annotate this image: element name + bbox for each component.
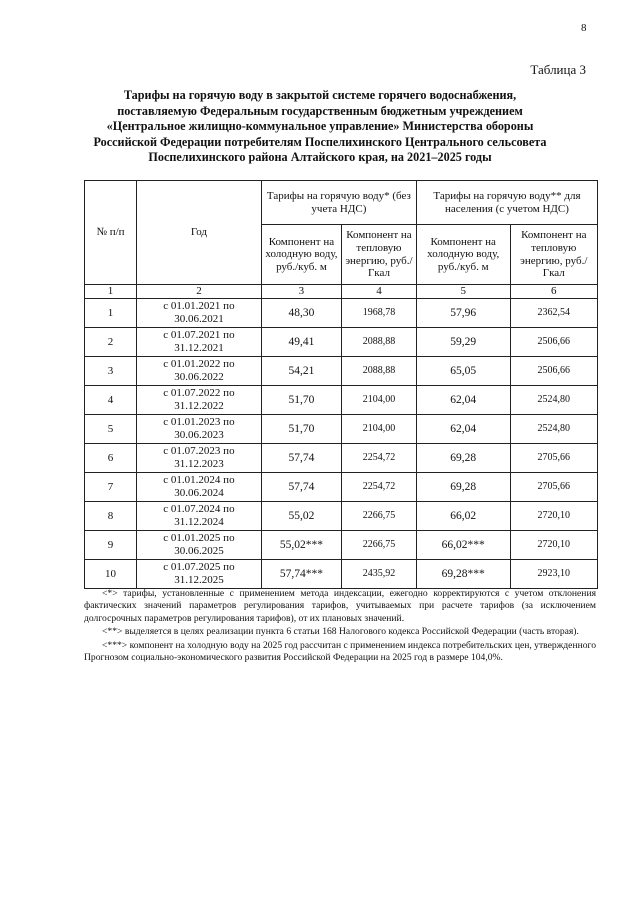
cold-water-vat-value: 69,28*** bbox=[416, 560, 510, 589]
header-group-population-with-vat: Тарифы на горячую воду** для населения (с учетом НДС) bbox=[416, 181, 597, 225]
cold-water-vat-value: 62,04 bbox=[416, 415, 510, 444]
heat-energy-vat-value: 2705,66 bbox=[510, 473, 597, 502]
cold-water-vat-value: 65,05 bbox=[416, 357, 510, 386]
table-row bbox=[85, 444, 598, 473]
table-row bbox=[85, 328, 598, 357]
period-cell: с 01.07.2025 по 31.12.2025 bbox=[137, 560, 262, 589]
cold-water-value: 51,70 bbox=[261, 415, 341, 444]
table-row bbox=[85, 473, 598, 502]
heat-energy-vat-value: 2524,80 bbox=[510, 386, 597, 415]
heat-energy-value: 2435,92 bbox=[341, 560, 416, 589]
table-row bbox=[85, 502, 598, 531]
table-row bbox=[85, 415, 598, 444]
period-cell: с 01.07.2023 по 31.12.2023 bbox=[137, 444, 262, 473]
column-number: 5 bbox=[416, 285, 510, 299]
header-num: № п/п bbox=[85, 181, 137, 285]
column-number: 4 bbox=[341, 285, 416, 299]
header-cold-water-component: Компонент на холодную воду, руб./куб. м bbox=[261, 225, 341, 285]
title-line: Тарифы на горячую воду в закрытой системе горячего водоснабжения, bbox=[123, 88, 517, 102]
cold-water-value: 49,41 bbox=[261, 328, 341, 357]
heat-energy-value: 2254,72 bbox=[341, 444, 416, 473]
heat-energy-value: 1968,78 bbox=[341, 299, 416, 328]
heat-energy-vat-value: 2506,66 bbox=[510, 357, 597, 386]
document-title bbox=[78, 88, 562, 166]
period-cell: с 01.07.2021 по 31.12.2021 bbox=[137, 328, 262, 357]
title-line: Поспелихинского района Алтайского края, на 2021–2025 годы bbox=[148, 150, 492, 165]
heat-energy-vat-value: 2362,54 bbox=[510, 299, 597, 328]
table-row bbox=[85, 386, 598, 415]
cold-water-vat-value: 66,02 bbox=[416, 502, 510, 531]
column-number: 3 bbox=[261, 285, 341, 299]
table-body bbox=[85, 299, 598, 589]
heat-energy-vat-value: 2923,10 bbox=[510, 560, 597, 589]
heat-energy-vat-value: 2524,80 bbox=[510, 415, 597, 444]
title-line: поставляемую Федеральным государственным бюджетным учреждением bbox=[117, 103, 523, 118]
heat-energy-vat-value: 2720,10 bbox=[510, 502, 597, 531]
header-group-without-vat: Тарифы на горячую воду* (без учета НДС) bbox=[261, 181, 416, 225]
title-line: Российской Федерации потребителям Поспелихинского Центрального сельсовета bbox=[93, 134, 547, 149]
cold-water-value: 57,74*** bbox=[261, 560, 341, 589]
heat-energy-value: 2088,88 bbox=[341, 357, 416, 386]
table-row bbox=[85, 299, 598, 328]
cold-water-vat-value: 69,28 bbox=[416, 473, 510, 502]
row-number: 3 bbox=[85, 357, 137, 386]
page-number: 8 bbox=[581, 22, 587, 34]
table-row bbox=[85, 560, 598, 589]
table-label: Таблица 3 bbox=[530, 62, 586, 77]
column-number: 6 bbox=[510, 285, 597, 299]
row-number: 6 bbox=[85, 444, 137, 473]
header-cold-water-component-vat: Компонент на холодную воду, руб./куб. м bbox=[416, 225, 510, 285]
period-cell: с 01.07.2024 по 31.12.2024 bbox=[137, 502, 262, 531]
heat-energy-value: 2266,75 bbox=[341, 502, 416, 531]
header-heat-energy-component: Компонент на тепловую энергию, руб./Гкал bbox=[341, 225, 416, 285]
heat-energy-vat-value: 2720,10 bbox=[510, 531, 597, 560]
period-cell: с 01.01.2022 по 30.06.2022 bbox=[137, 357, 262, 386]
table-row bbox=[85, 357, 598, 386]
period-cell: с 01.01.2024 по 30.06.2024 bbox=[137, 473, 262, 502]
heat-energy-value: 2104,00 bbox=[341, 386, 416, 415]
heat-energy-value: 2266,75 bbox=[341, 531, 416, 560]
row-number: 8 bbox=[85, 502, 137, 531]
row-number: 7 bbox=[85, 473, 137, 502]
heat-energy-vat-value: 2705,66 bbox=[510, 444, 597, 473]
cold-water-value: 57,74 bbox=[261, 444, 341, 473]
footnotes bbox=[84, 588, 596, 665]
cold-water-vat-value: 62,04 bbox=[416, 386, 510, 415]
cold-water-vat-value: 69,28 bbox=[416, 444, 510, 473]
cold-water-value: 51,70 bbox=[261, 386, 341, 415]
cold-water-value: 55,02*** bbox=[261, 531, 341, 560]
column-number: 2 bbox=[137, 285, 262, 299]
header-heat-energy-component-vat: Компонент на тепловую энергию, руб./Гкал bbox=[510, 225, 597, 285]
heat-energy-value: 2254,72 bbox=[341, 473, 416, 502]
table-row bbox=[85, 531, 598, 560]
heat-energy-value: 2104,00 bbox=[341, 415, 416, 444]
cold-water-vat-value: 59,29 bbox=[416, 328, 510, 357]
period-cell: с 01.01.2021 по 30.06.2021 bbox=[137, 299, 262, 328]
footnote: <***> компонент на холодную воду на 2025 год рассчитан с применением индекса потребительских цен, утвержденного Прогнозом социально-экономического развития Российской Федерации на 2025 год в размере 104,0%. bbox=[84, 639, 596, 664]
row-number: 2 bbox=[85, 328, 137, 357]
row-number: 5 bbox=[85, 415, 137, 444]
column-number: 1 bbox=[85, 285, 137, 299]
row-number: 10 bbox=[85, 560, 137, 589]
cold-water-value: 48,30 bbox=[261, 299, 341, 328]
title-line: «Центральное жилищно-коммунальное управление» Министерства обороны bbox=[106, 119, 534, 134]
cold-water-vat-value: 57,96 bbox=[416, 299, 510, 328]
cold-water-value: 54,21 bbox=[261, 357, 341, 386]
header-year: Год bbox=[137, 181, 262, 285]
tariff-table bbox=[84, 180, 598, 589]
period-cell: с 01.01.2025 по 30.06.2025 bbox=[137, 531, 262, 560]
heat-energy-value: 2088,88 bbox=[341, 328, 416, 357]
period-cell: с 01.07.2022 по 31.12.2022 bbox=[137, 386, 262, 415]
footnote: <*> тарифы, установленные с применением метода индексации, ежегодно корректируются с учетом отклонения фактических значений параметров регулирования тарифов, учитываемых при расчете тарифов (за исключением долгосрочных параметров регулирования тарифов), от их плановых значений. bbox=[84, 588, 596, 624]
row-number: 9 bbox=[85, 531, 137, 560]
heat-energy-vat-value: 2506,66 bbox=[510, 328, 597, 357]
footnote: <**> выделяется в целях реализации пункта 6 статьи 168 Налогового кодекса Российской Федерации (часть вторая). bbox=[102, 626, 579, 638]
row-number: 1 bbox=[85, 299, 137, 328]
row-number: 4 bbox=[85, 386, 137, 415]
cold-water-value: 57,74 bbox=[261, 473, 341, 502]
cold-water-vat-value: 66,02*** bbox=[416, 531, 510, 560]
period-cell: с 01.01.2023 по 30.06.2023 bbox=[137, 415, 262, 444]
cold-water-value: 55,02 bbox=[261, 502, 341, 531]
